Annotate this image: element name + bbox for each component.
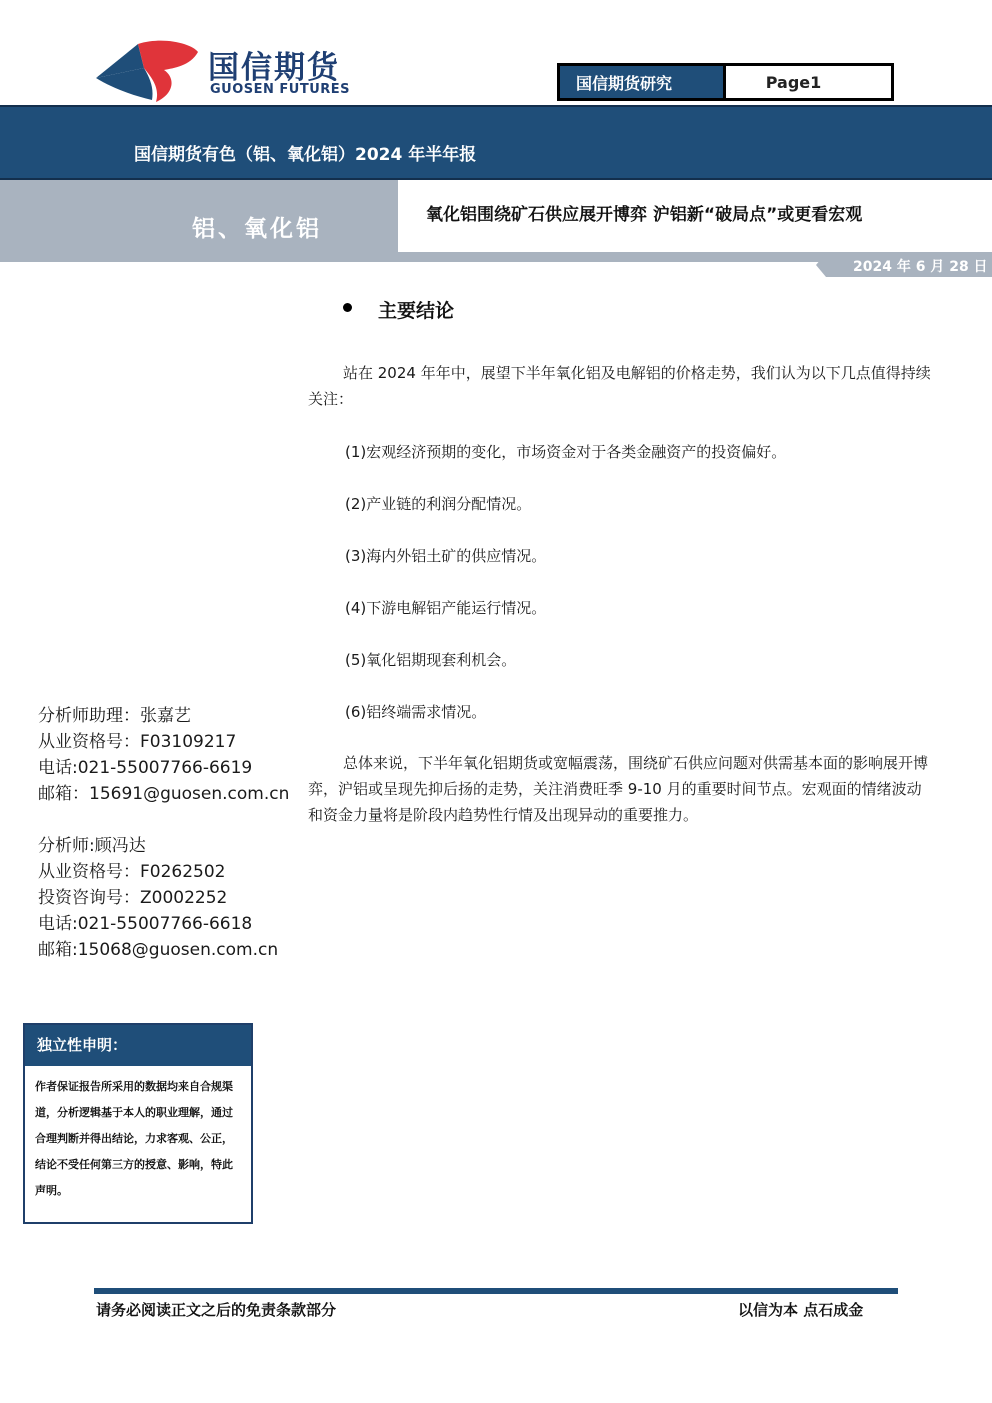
research-tag: 国信期货研究 [560,66,726,98]
report-date: 2024 年 6 月 28 日 [853,259,988,275]
logo-chinese-name: 国信期货 [208,50,340,86]
footer-disclaimer-note: 请务必阅读正文之后的免责条款部分 [96,1301,337,1319]
list-item: (2)产业链的利润分配情况。 [345,495,532,513]
conclusion-paragraph: 总体来说，下半年氧化铝期货或宽幅震荡，围绕矿石供应问题对供需基本面的影响展开博弈，沪铝或呈现先抑后扬的走势，关注消费旺季 9-10 月的重要时间节点。宏观面的情绪波动和资金力量将是阶段内趋势性行情及出现异动的重要推力。 [308,754,929,824]
list-item: (3)海内外铝土矿的供应情况。 [345,547,547,565]
guosen-logo-icon [94,38,202,104]
independence-statement-body: 作者保证报告所采用的数据均来自合规渠道，分析逻辑基于本人的职业理解，通过合理判断并得出结论，力求客观、公正，结论不受任何第三方的授意、影响，特此声明。 [35,1080,233,1197]
analyst-assistant-license: 从业资格号：F03109217 [38,732,237,752]
report-title: 国信期货有色（铝、氧化铝）2024 年半年报 [134,145,477,165]
analyst-phone: 电话:021-55007766-6618 [38,914,253,934]
analyst-assistant-phone: 电话:021-55007766-6619 [38,758,253,778]
independence-statement-title: 独立性申明： [37,1036,128,1054]
bullet-icon [343,303,352,312]
category-label: 铝、氧化铝 [192,216,322,242]
section-title: 主要结论 [378,300,455,322]
footer-divider [94,1288,898,1294]
header-tag-box [557,63,894,101]
analyst-assistant-email: 邮箱：15691@guosen.com.cn [38,784,290,804]
analyst-consult-number: 投资咨询号：Z0002252 [38,888,228,908]
list-item: (1)宏观经济预期的变化，市场资金对于各类金融资产的投资偏好。 [345,443,787,461]
footer-slogan: 以信为本 点石成金 [738,1301,864,1319]
list-item: (4)下游电解铝产能运行情况。 [345,599,547,617]
logo-english-name: GUOSEN FUTURES [210,82,351,97]
list-item: (6)铝终端需求情况。 [345,703,487,721]
report-headline: 氧化铝围绕矿石供应展开博弈 沪铝新“破局点”或更看宏观 [426,205,863,225]
list-item: (5)氧化铝期现套利机会。 [345,651,517,669]
analyst-email: 邮箱:15068@guosen.com.cn [38,940,279,960]
analyst-name: 分析师:顾冯达 [38,836,146,856]
analyst-license: 从业资格号：F0262502 [38,862,226,882]
page-number: Page1 [765,72,822,92]
intro-paragraph: 站在 2024 年年中，展望下半年氧化铝及电解铝的价格走势，我们认为以下几点值得持续关注： [308,364,931,408]
analyst-assistant-name: 分析师助理：张嘉艺 [38,706,191,726]
